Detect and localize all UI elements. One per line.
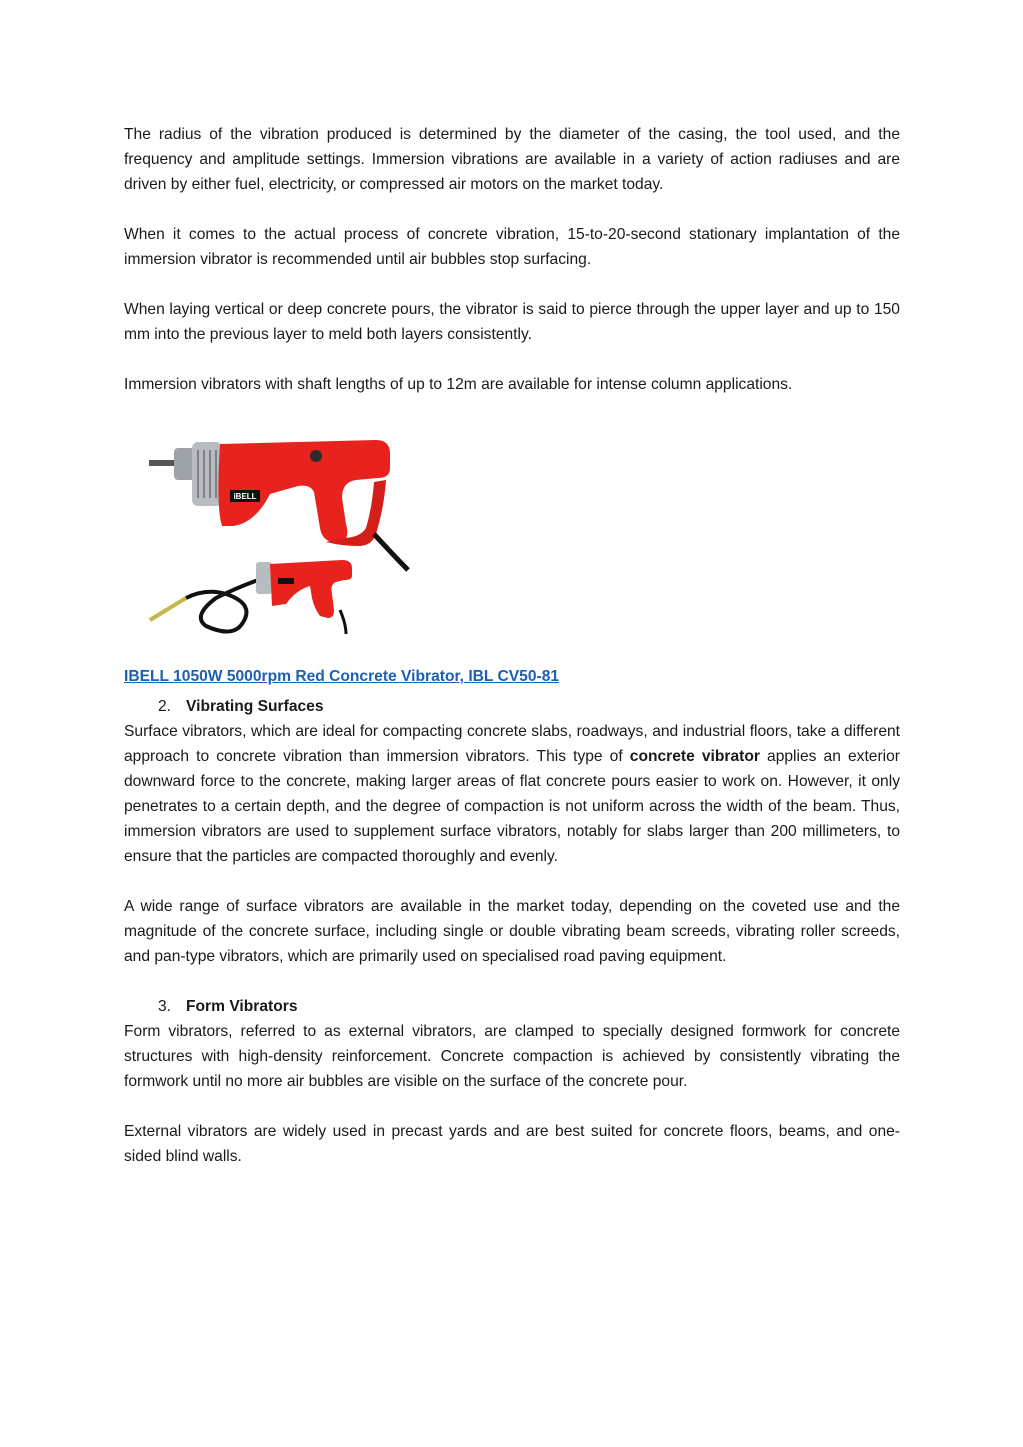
small-vibrator-drawing — [150, 560, 352, 634]
brand-label: iBELL — [233, 492, 257, 501]
section-heading-form-vibrators — [124, 994, 900, 1019]
paragraph-vibration-radius: The radius of the vibration produced is determined by the diameter of the casing, the tool used, and the frequency and amplitude settings. Immersion vibrations are available in a variety of action radiuses and are driven by either fuel, electricity, or compressed air motors on the market today. — [124, 126, 900, 193]
section-title: Vibrating Surfaces — [186, 698, 324, 715]
concrete-vibrator-illustration — [146, 438, 446, 650]
paragraph-vibration-process: When it comes to the actual process of concrete vibration, 15-to-20-second stationary implantation of the immersion vibrator is recommended until air bubbles stop surfacing. — [124, 226, 900, 268]
list-number: 3. — [158, 998, 172, 1015]
list-number: 2. — [158, 698, 172, 715]
keyword-concrete-vibrator: concrete vibrator — [629, 748, 760, 765]
paragraph-shaft-lengths: Immersion vibrators with shaft lengths of up to 12m are available for intense column applications. — [124, 376, 793, 393]
document-page — [124, 122, 900, 1169]
section-title: Form Vibrators — [186, 998, 298, 1015]
paragraph-surface-vibrators — [124, 719, 900, 869]
paragraph-form-vibrators: Form vibrators, referred to as external vibrators, are clamped to specially designed formwork for concrete structures with high-density reinforcement. Concrete compaction is achieved by consistently vibrating the formwork until no more air bubbles are visible on the surface of the concrete pour. — [124, 1023, 900, 1090]
large-vibrator-drawing — [149, 440, 408, 570]
paragraph-surface-vibrator-range: A wide range of surface vibrators are available in the market today, depending on the coveted use and the magnitude of the concrete surface, including single or double vibrating beam screeds, vibrating roller screeds, and pan-type vibrators, which are primarily used on specialised road paving equipment. — [124, 898, 900, 965]
product-image-concrete-vibrator — [146, 438, 446, 650]
text-run: applies an exterior downward force to the concrete, making larger areas of flat concrete pours easier to work on. However, it only penetrates to a certain depth, and the degree of compaction is not uniform across the width of the beam. Thus, immersion vibrators are used to supplement surface vibrators, notably for slabs larger than 200 millimeters, to ensure that the particles are compacted thoroughly and evenly. — [124, 748, 900, 865]
paragraph-external-vibrators: External vibrators are widely used in precast yards and are best suited for concrete floors, beams, and one-sided blind walls. — [124, 1123, 900, 1165]
text-run: Surface vibrators, which are ideal for compacting concrete slabs, roadways, and industrial floors, take a different approach to concrete vibration than immersion vibrators. This type of — [124, 723, 900, 765]
section-heading-vibrating-surfaces — [124, 694, 900, 719]
product-link-ibell-concrete-vibrator[interactable]: IBELL 1050W 5000rpm Red Concrete Vibrator, IBL CV50-81 — [124, 668, 560, 685]
paragraph-vertical-pours: When laying vertical or deep concrete pours, the vibrator is said to pierce through the upper layer and up to 150 mm into the previous layer to meld both layers consistently. — [124, 301, 900, 343]
